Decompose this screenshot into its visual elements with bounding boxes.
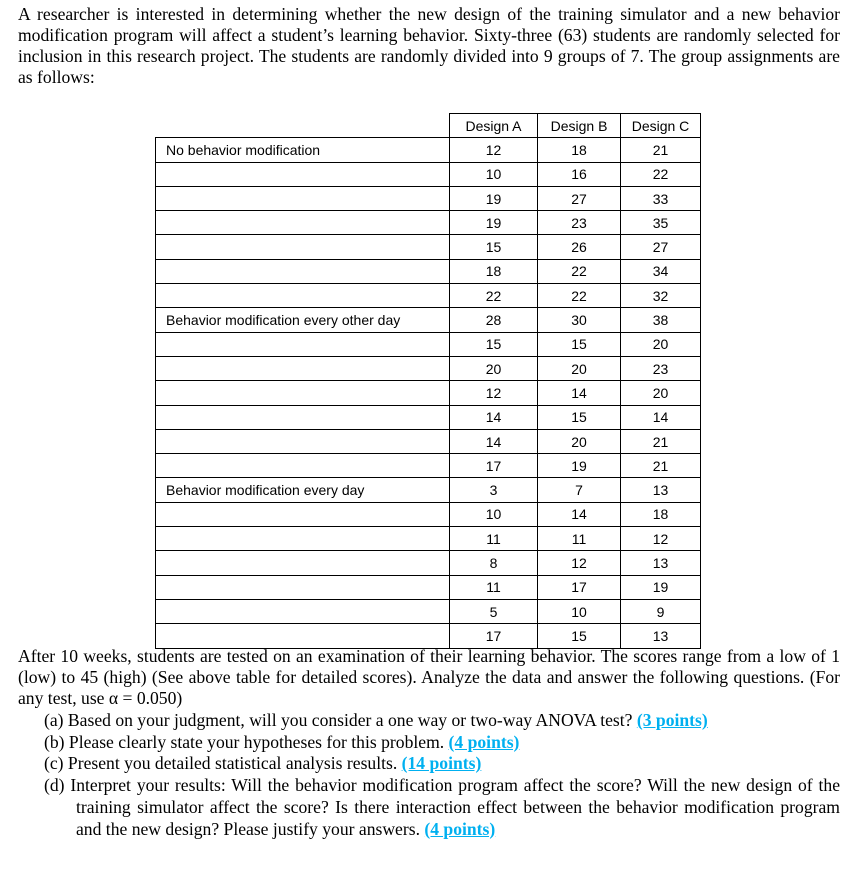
score-cell: 34 xyxy=(621,259,701,283)
points-link[interactable]: (3 points) xyxy=(636,710,708,730)
table-row xyxy=(156,478,701,502)
score-cell: 14 xyxy=(450,405,538,429)
table-row xyxy=(156,527,701,551)
score-cell: 19 xyxy=(450,186,538,210)
score-cell: 14 xyxy=(621,405,701,429)
scores-table xyxy=(155,113,701,649)
score-cell: 21 xyxy=(621,138,701,162)
score-cell: 12 xyxy=(450,138,538,162)
score-cell: 16 xyxy=(538,162,621,186)
question-text: (c) Present you detailed statistical analysis results. xyxy=(44,753,402,774)
points-link[interactable]: (4 points) xyxy=(424,818,496,839)
score-cell: 8 xyxy=(450,551,538,575)
score-cell: 17 xyxy=(538,575,621,599)
table-row xyxy=(156,454,701,478)
score-cell: 10 xyxy=(450,502,538,526)
score-cell: 18 xyxy=(538,138,621,162)
row-label-cell xyxy=(156,624,450,648)
score-cell: 13 xyxy=(621,551,701,575)
score-cell: 3 xyxy=(450,478,538,502)
table-row xyxy=(156,599,701,623)
table-row xyxy=(156,162,701,186)
table-row xyxy=(156,259,701,283)
points-link[interactable]: (4 points) xyxy=(448,731,520,752)
table-row xyxy=(156,381,701,405)
row-label-cell xyxy=(156,527,450,551)
table-row xyxy=(156,138,701,162)
score-cell: 23 xyxy=(621,356,701,380)
score-cell: 20 xyxy=(450,356,538,380)
row-label-cell xyxy=(156,405,450,429)
score-cell: 9 xyxy=(621,599,701,623)
row-label-cell xyxy=(156,259,450,283)
table-row xyxy=(156,551,701,575)
question-text: (a) Based on your judgment, will you consider a one way or two-way ANOVA test? xyxy=(44,710,637,730)
header-design-b: Design B xyxy=(538,114,621,138)
row-label-cell xyxy=(156,211,450,235)
score-cell: 22 xyxy=(621,162,701,186)
row-label-cell xyxy=(156,575,450,599)
header-design-a: Design A xyxy=(450,114,538,138)
after-paragraph: After 10 weeks, students are tested on an examination of their learning behavior. The scores range from a low of 1 (low) to 45 (high) (See above table for detailed scores). Analyze the data and answer the following questions. (For any test, use α = 0.050) xyxy=(18,646,840,708)
row-label-cell xyxy=(156,356,450,380)
score-cell: 15 xyxy=(538,332,621,356)
table-row xyxy=(156,284,701,308)
score-cell: 15 xyxy=(538,405,621,429)
score-cell: 13 xyxy=(621,478,701,502)
score-cell: 21 xyxy=(621,429,701,453)
score-cell: 17 xyxy=(450,454,538,478)
score-cell: 19 xyxy=(538,454,621,478)
question-text: (d) Interpret your results: Will the behavior modification program affect the score? Will the new design of the training simulator affect the score? Is there interaction effect between the behavior modification program and the new design? Please justify your answers. xyxy=(44,775,840,839)
score-cell: 32 xyxy=(621,284,701,308)
score-cell: 22 xyxy=(450,284,538,308)
score-cell: 20 xyxy=(538,356,621,380)
score-cell: 11 xyxy=(450,575,538,599)
question-c xyxy=(44,753,840,775)
table-header-row xyxy=(156,114,701,138)
table-row xyxy=(156,429,701,453)
header-design-c: Design C xyxy=(621,114,701,138)
table-row xyxy=(156,624,701,648)
score-cell: 15 xyxy=(538,624,621,648)
score-cell: 5 xyxy=(450,599,538,623)
row-label-cell xyxy=(156,162,450,186)
row-label-cell xyxy=(156,551,450,575)
question-b xyxy=(44,732,840,754)
score-cell: 35 xyxy=(621,211,701,235)
row-label-cell: Behavior modification every other day xyxy=(156,308,450,332)
row-label-cell xyxy=(156,454,450,478)
question-text: (b) Please clearly state your hypotheses for this problem. xyxy=(44,731,449,752)
score-cell: 20 xyxy=(621,332,701,356)
score-cell: 19 xyxy=(621,575,701,599)
table-row xyxy=(156,575,701,599)
intro-paragraph: A researcher is interested in determining whether the new design of the training simulator and a new behavior modification program will affect a student’s learning behavior. Sixty-three (63) students are randomly selected for inclusion in this research project. The students are randomly divided into 9 groups of 7. The group assignments are as follows: xyxy=(18,4,840,87)
score-cell: 19 xyxy=(450,211,538,235)
score-cell: 10 xyxy=(538,599,621,623)
score-cell: 22 xyxy=(538,259,621,283)
row-label-cell xyxy=(156,235,450,259)
score-cell: 30 xyxy=(538,308,621,332)
points-link[interactable]: (14 points) xyxy=(401,753,482,774)
score-cell: 13 xyxy=(621,624,701,648)
score-cell: 17 xyxy=(450,624,538,648)
score-cell: 26 xyxy=(538,235,621,259)
question-list xyxy=(44,710,840,840)
row-label-cell: Behavior modification every day xyxy=(156,478,450,502)
score-cell: 21 xyxy=(621,454,701,478)
question-d xyxy=(44,775,840,840)
score-cell: 15 xyxy=(450,332,538,356)
table-row xyxy=(156,235,701,259)
row-label-cell xyxy=(156,429,450,453)
row-label-cell xyxy=(156,502,450,526)
score-cell: 12 xyxy=(538,551,621,575)
table-row xyxy=(156,356,701,380)
score-cell: 14 xyxy=(538,381,621,405)
row-label-cell xyxy=(156,332,450,356)
table-row xyxy=(156,502,701,526)
table-row xyxy=(156,405,701,429)
score-cell: 10 xyxy=(450,162,538,186)
table-row xyxy=(156,308,701,332)
score-cell: 28 xyxy=(450,308,538,332)
score-cell: 12 xyxy=(450,381,538,405)
table-row xyxy=(156,186,701,210)
score-cell: 20 xyxy=(621,381,701,405)
question-a xyxy=(44,710,840,732)
score-cell: 33 xyxy=(621,186,701,210)
score-cell: 27 xyxy=(538,186,621,210)
score-cell: 20 xyxy=(538,429,621,453)
row-label-cell xyxy=(156,284,450,308)
score-cell: 18 xyxy=(450,259,538,283)
score-cell: 11 xyxy=(538,527,621,551)
score-cell: 23 xyxy=(538,211,621,235)
table-row xyxy=(156,332,701,356)
score-cell: 14 xyxy=(538,502,621,526)
table-row xyxy=(156,211,701,235)
score-cell: 38 xyxy=(621,308,701,332)
score-cell: 12 xyxy=(621,527,701,551)
header-blank-cell xyxy=(156,114,450,138)
score-cell: 14 xyxy=(450,429,538,453)
score-cell: 27 xyxy=(621,235,701,259)
score-cell: 18 xyxy=(621,502,701,526)
score-cell: 11 xyxy=(450,527,538,551)
row-label-cell: No behavior modification xyxy=(156,138,450,162)
row-label-cell xyxy=(156,381,450,405)
row-label-cell xyxy=(156,186,450,210)
score-cell: 7 xyxy=(538,478,621,502)
row-label-cell xyxy=(156,599,450,623)
score-cell: 22 xyxy=(538,284,621,308)
score-cell: 15 xyxy=(450,235,538,259)
